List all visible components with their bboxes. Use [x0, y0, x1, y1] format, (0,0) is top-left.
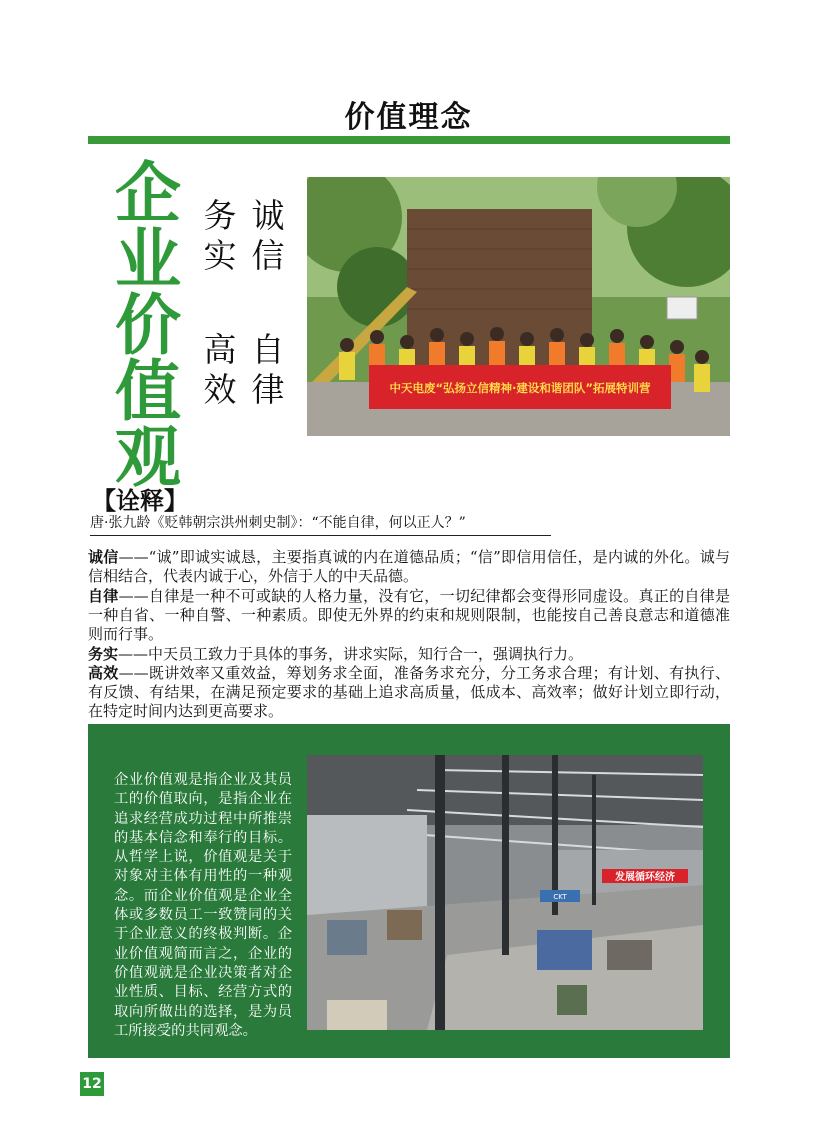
term-text: ——自律是一种不可或缺的人格力量，没有它，一切纪律都会变得形同虚设。真正的自律是一种自省、一种自警、一种素质。即使无外界的约束和规则限制，也能按自己善良意志和道德准则而行事。: [88, 587, 730, 644]
heading-char: 业: [115, 220, 181, 298]
value-gaoxiao: [198, 330, 242, 410]
paragraph-gaoxiao: [88, 664, 730, 722]
paragraph-zilv: [88, 587, 730, 645]
value-wushi: [198, 196, 242, 276]
team-photo: [307, 177, 730, 436]
booth-text: CKT: [553, 893, 567, 901]
value-char: 律: [251, 370, 285, 409]
term-text: ——中天员工致力于具体的事务，讲求实际，知行合一，强调执行力。: [118, 645, 584, 663]
term-label: 高效: [88, 664, 119, 682]
term-label: 务实: [88, 645, 119, 663]
value-zilv: [246, 330, 290, 410]
factory-photo: [307, 755, 703, 1030]
paragraph-chengxin: [88, 548, 730, 586]
value-char: 效: [203, 370, 237, 409]
value-char: 信: [251, 236, 285, 275]
term-text: ——既讲效率又重效益，筹划务求全面，准备务求充分，分工务求合理；有计划、有执行、有反馈、有结果，在满足预定要求的基础上追求高质量，低成本、高效率；做好计划立即行动，在特定时间内达到更高要求。: [88, 664, 730, 721]
title-divider: [88, 136, 730, 144]
heading-char: 企: [115, 154, 181, 232]
factory-sign-text: 发展循环经济: [615, 872, 675, 883]
term-label: 诚信: [88, 548, 119, 566]
value-char: 自: [251, 330, 285, 369]
heading-char: 价: [115, 286, 181, 364]
heading-char: 观: [115, 418, 181, 496]
value-char: 务: [203, 196, 237, 235]
quote-line: 唐·张九龄《贬韩朝宗洪州刺史制》：“不能自律，何以正人？”: [90, 512, 551, 536]
green-box-text: 企业价值观是指企业及其员工的价值取向，是指企业在追求经营成功过程中所推崇的基本信念和奉行的目标。从哲学上说，价值观是关于对象对主体有用性的一种观念。而企业价值观是企业全体或多数员工一致赞同的关于企业意义的终极判断。企业价值观简而言之，企业的价值观就是企业决策者对企业性质、目标、经营方式的取向所做出的选择，是为员工所接受的共同观念。: [114, 772, 292, 1039]
value-char: 实: [203, 236, 237, 275]
heading-enterprise-values: [108, 154, 188, 496]
page-number-badge: 12: [80, 1072, 104, 1096]
term-label: 自律: [88, 587, 119, 605]
value-chengxin: [246, 196, 290, 276]
paragraph-wushi: [88, 645, 730, 664]
heading-char: 值: [115, 352, 181, 430]
banner-text: 中天电废“弘扬立信精神·建设和谐团队”拓展特训营: [389, 381, 651, 395]
explanation-heading: 【诠释】: [92, 486, 188, 515]
value-char: 诚: [251, 196, 285, 235]
page-title: 价值理念: [344, 100, 473, 135]
value-char: 高: [203, 330, 237, 369]
term-text: ——“诚”即诚实诚恳，主要指真诚的内在道德品质；“信”即信用信任，是内诚的外化。诚与信相结合，代表内诚于心，外信于人的中天品德。: [88, 548, 730, 586]
